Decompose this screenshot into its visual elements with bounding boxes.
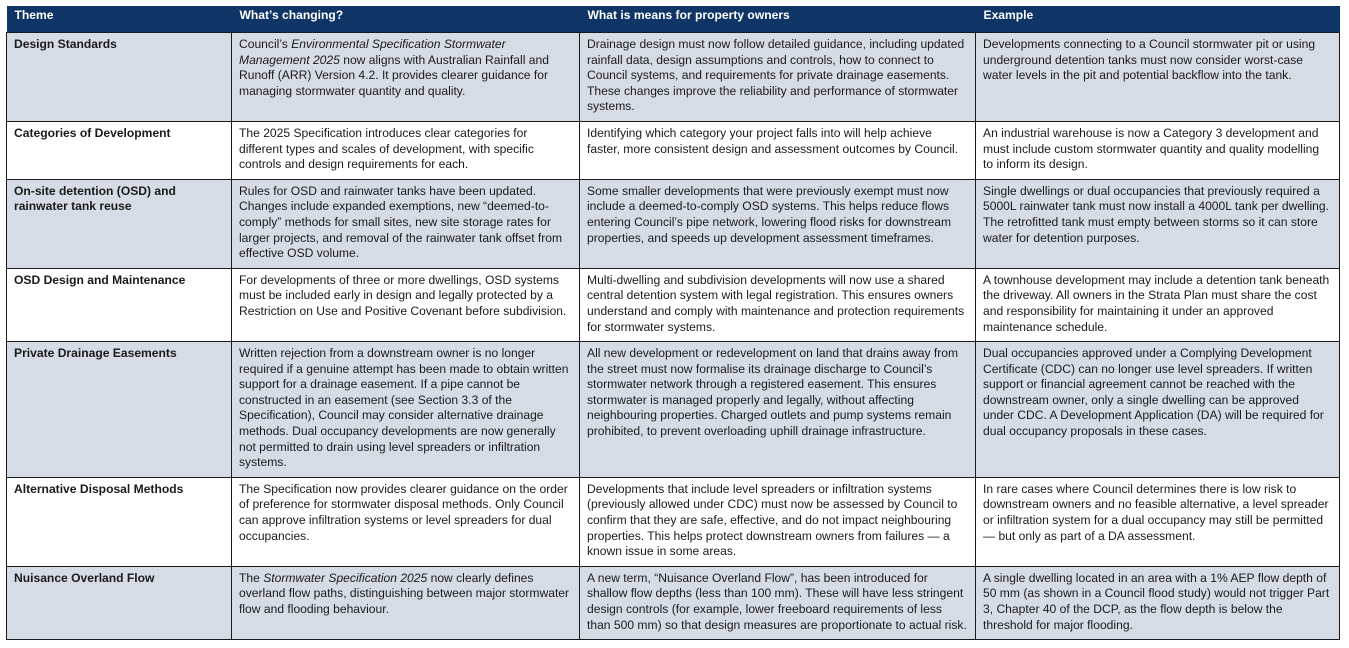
example-cell: A townhouse development may include a detention tank beneath the driveway. All owners in the Strata Plan must share the cost and responsibility for maintaining it under an approved maintenance schedule. <box>976 268 1340 341</box>
theme-cell: Design Standards <box>7 33 232 122</box>
changing-text-pre: The <box>239 570 264 585</box>
example-cell: An industrial warehouse is now a Category 3 development and must include custom stormwater quantity and quality modelling to inform its design. <box>976 121 1340 179</box>
example-cell: In rare cases where Council determines there is low risk to downstream owners and no feasible alternative, a level spreader or infiltration system for a dual occupancy may still be permitted — but only as part of a DA assessment. <box>976 477 1340 566</box>
header-whats-changing: What’s changing? <box>232 6 580 33</box>
changing-cell <box>232 33 580 122</box>
means-cell: Multi-dwelling and subdivision developments will now use a shared central detention system with legal registration. This ensures owners understand and comply with maintenance and protection requirements for stormwater systems. <box>580 268 976 341</box>
changing-text-post: now aligns with Australian Rainfall and Runoff (ARR) Version 4.2. It provides clearer guidance for managing stormwater quantity and quality. <box>239 52 549 98</box>
changing-text-italic: Environmental Specification Stormwater Management 2025 <box>239 37 506 67</box>
example-cell: Dual occupancies approved under a Complying Development Certificate (CDC) can no longer use level spreaders. If written support or financial agreement cannot be reached with the downstream owner, only a single dwelling can be approved under CDC. A Development Application (DA) will be required for dual occupancy proposals in these cases. <box>976 342 1340 478</box>
table-row <box>7 33 1340 122</box>
theme-cell: Alternative Disposal Methods <box>7 477 232 566</box>
theme-cell: Categories of Development <box>7 121 232 179</box>
changing-text-post: now clearly defines overland flow paths, distinguishing between major stormwater flow and flooding behaviour. <box>239 570 570 616</box>
changing-cell <box>232 566 580 639</box>
theme-cell: Nuisance Overland Flow <box>7 566 232 639</box>
means-cell: All new development or redevelopment on land that drains away from the street must now formalise its drainage discharge to Council’s stormwater network through a registered easement. This ensures stormwater is managed properly and legally, without affecting neighbouring properties. Charged outlets and pump systems remain prohibited, to prevent overloading uphill drainage infrastructure. <box>580 342 976 478</box>
example-cell: A single dwelling located in an area with a 1% AEP flow depth of 50 mm (as shown in a Council flood study) would not trigger Part 3, Chapter 40 of the DCP, as the flow depth is below the threshold for major flooding. <box>976 566 1340 639</box>
header-row <box>7 6 1340 33</box>
example-cell: Developments connecting to a Council stormwater pit or using underground detention tanks must now consider worst-case water levels in the pit and potential backflow into the tank. <box>976 33 1340 122</box>
means-cell: Some smaller developments that were previously exempt must now include a deemed-to-comply OSD systems. This helps reduce flows entering Council’s pipe network, lowering flood risks for downstream properties, and speeds up development assessment timeframes. <box>580 179 976 268</box>
theme-cell: On-site detention (OSD) and rainwater tank reuse <box>7 179 232 268</box>
theme-cell: OSD Design and Maintenance <box>7 268 232 341</box>
header-example: Example <box>976 6 1340 33</box>
table-row <box>7 179 1340 268</box>
theme-cell: Private Drainage Easements <box>7 342 232 478</box>
changing-cell: The Specification now provides clearer guidance on the order of preference for stormwater disposal methods. Only Council can approve infiltration systems or level spreaders for dual occupancies. <box>232 477 580 566</box>
means-cell: Drainage design must now follow detailed guidance, including updated rainfall data, design assumptions and controls, how to connect to Council systems, and requirements for private drainage easements. These changes improve the reliability and performance of stormwater systems. <box>580 33 976 122</box>
changing-cell: The 2025 Specification introduces clear categories for different types and scales of development, with specific controls and design requirements for each. <box>232 121 580 179</box>
stormwater-changes-table <box>6 6 1340 640</box>
changing-cell: For developments of three or more dwellings, OSD systems must be included early in design and legally protected by a Restriction on Use and Positive Covenant before subdivision. <box>232 268 580 341</box>
table-row <box>7 342 1340 478</box>
table-row <box>7 566 1340 639</box>
changing-cell: Rules for OSD and rainwater tanks have been updated. Changes include expanded exemptions, new “deemed-to-comply” methods for small sites, new site storage rates for larger projects, and removal of the rainwater tank offset from effective OSD volume. <box>232 179 580 268</box>
header-theme: Theme <box>7 6 232 33</box>
example-cell: Single dwellings or dual occupancies that previously required a 5000L rainwater tank must now install a 4000L tank per dwelling. The retrofitted tank must empty between storms so it can store water for detention purposes. <box>976 179 1340 268</box>
table-row <box>7 477 1340 566</box>
header-what-it-means: What is means for property owners <box>580 6 976 33</box>
table-row <box>7 268 1340 341</box>
changing-cell: Written rejection from a downstream owner is no longer required if a genuine attempt has been made to obtain written support for a drainage easement. If a pipe cannot be constructed in an easement (see Section 3.3 of the Specification), Council may consider alternative drainage methods. Dual occupancy developments are now generally not permitted to drain using level spreaders or infiltration systems. <box>232 342 580 478</box>
table-header <box>7 6 1340 33</box>
means-cell: A new term, “Nuisance Overland Flow”, has been introduced for shallow flow depths (less than 100 mm). These will have less stringent design controls (for example, lower freeboard requirements of less than 500 mm) so that design measures are proportionate to actual risk. <box>580 566 976 639</box>
means-cell: Identifying which category your project falls into will help achieve faster, more consistent design and assessment outcomes by Council. <box>580 121 976 179</box>
table-body <box>7 33 1340 640</box>
table-row <box>7 121 1340 179</box>
changing-text-pre: Council’s <box>239 37 292 51</box>
means-cell: Developments that include level spreaders or infiltration systems (previously allowed under CDC) must now be assessed by Council to confirm that they are safe, effective, and do not impact neighbouring properties. This helps protect downstream owners from failures — a known issue in some areas. <box>580 477 976 566</box>
changing-text-italic: Stormwater Specification 2025 <box>263 570 428 585</box>
